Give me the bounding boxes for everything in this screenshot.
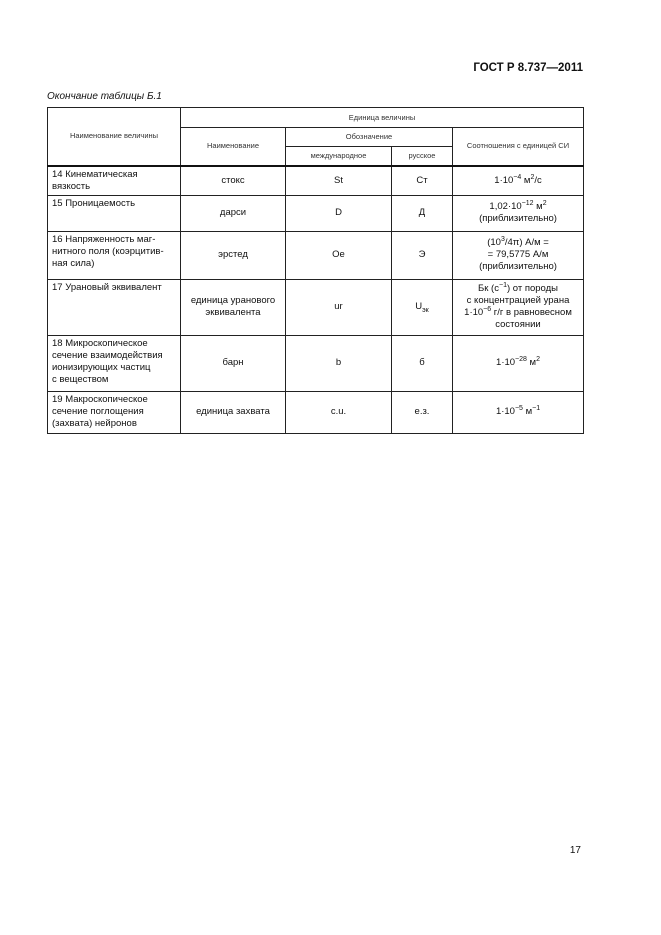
si-relation-cell: $1\cdot 10^{-4}$ $м^2/с$ bbox=[453, 166, 584, 196]
quantity-cell: 17 Урановый эквивалент bbox=[48, 279, 181, 335]
table-row bbox=[48, 391, 584, 433]
header-international: международное bbox=[286, 147, 392, 166]
rus-symbol-cell: Э bbox=[392, 231, 453, 279]
quantity-cell: 19 Макроскопическое сечение поглощения (захвата) нейронов bbox=[48, 391, 181, 433]
header-unit: Единица величины bbox=[181, 108, 584, 128]
intl-symbol-cell: D bbox=[286, 195, 392, 231]
si-relation-cell: $(10^3/4\pi) А/м$ = = 79,5775 А/м (приблизительно) bbox=[453, 231, 584, 279]
quantity-cell: 18 Микроскопическое сечение взаимодействия ионизирующих частиц с веществом bbox=[48, 335, 181, 391]
rus-symbol-cell: $U_{эк}$ bbox=[392, 279, 453, 335]
rus-symbol-cell: Д bbox=[392, 195, 453, 231]
page-number: 17 bbox=[569, 845, 581, 856]
unit-name-cell: стокс bbox=[181, 166, 286, 196]
units-table bbox=[47, 107, 584, 434]
table-row bbox=[48, 195, 584, 231]
si-relation-cell: $1\cdot 10^{-5}$ $м^{-1}$ bbox=[453, 391, 584, 433]
intl-symbol-cell: ur bbox=[286, 279, 392, 335]
si-relation-cell: Бк $(с^{-1})$ от породы с концентрацией урана $1\cdot 10^{-6}$ г/г в равновесном состоянии bbox=[453, 279, 584, 335]
rus-symbol-cell: е.з. bbox=[392, 391, 453, 433]
unit-name-cell: барн bbox=[181, 335, 286, 391]
header-russian: русское bbox=[392, 147, 453, 166]
table-row bbox=[48, 231, 584, 279]
intl-symbol-cell: Oe bbox=[286, 231, 392, 279]
header-si-relation: Соотношения с единицей СИ bbox=[453, 128, 584, 166]
si-relation-cell: $1,02\cdot 10^{-12}$ $м^2$ (приблизительно) bbox=[453, 195, 584, 231]
intl-symbol-cell: b bbox=[286, 335, 392, 391]
unit-name-cell: дарси bbox=[181, 195, 286, 231]
intl-symbol-cell: c.u. bbox=[286, 391, 392, 433]
table-caption: Окончание таблицы Б.1 bbox=[47, 91, 162, 102]
quantity-cell: 15 Проницаемость bbox=[48, 195, 181, 231]
quantity-cell: 14 Кинематическая вязкость bbox=[48, 166, 181, 196]
table-row bbox=[48, 279, 584, 335]
header-quantity-name: Наименование величины bbox=[48, 108, 181, 166]
unit-name-cell: единица уранового эквивалента bbox=[181, 279, 286, 335]
quantity-cell: 16 Напряженность маг- нитного поля (коэрцитив- ная сила) bbox=[48, 231, 181, 279]
document-header: ГОСТ Р 8.737—2011 bbox=[473, 62, 583, 74]
table-row bbox=[48, 335, 584, 391]
si-relation-cell: $1\cdot 10^{-28}$ $м^2$ bbox=[453, 335, 584, 391]
intl-symbol-cell: St bbox=[286, 166, 392, 196]
table-row bbox=[48, 166, 584, 196]
rus-symbol-cell: б bbox=[392, 335, 453, 391]
rus-symbol-cell: Ст bbox=[392, 166, 453, 196]
header-designation: Обозначение bbox=[286, 128, 453, 147]
header-unit-name: Наименование bbox=[181, 128, 286, 166]
unit-name-cell: эрстед bbox=[181, 231, 286, 279]
unit-name-cell: единица захвата bbox=[181, 391, 286, 433]
